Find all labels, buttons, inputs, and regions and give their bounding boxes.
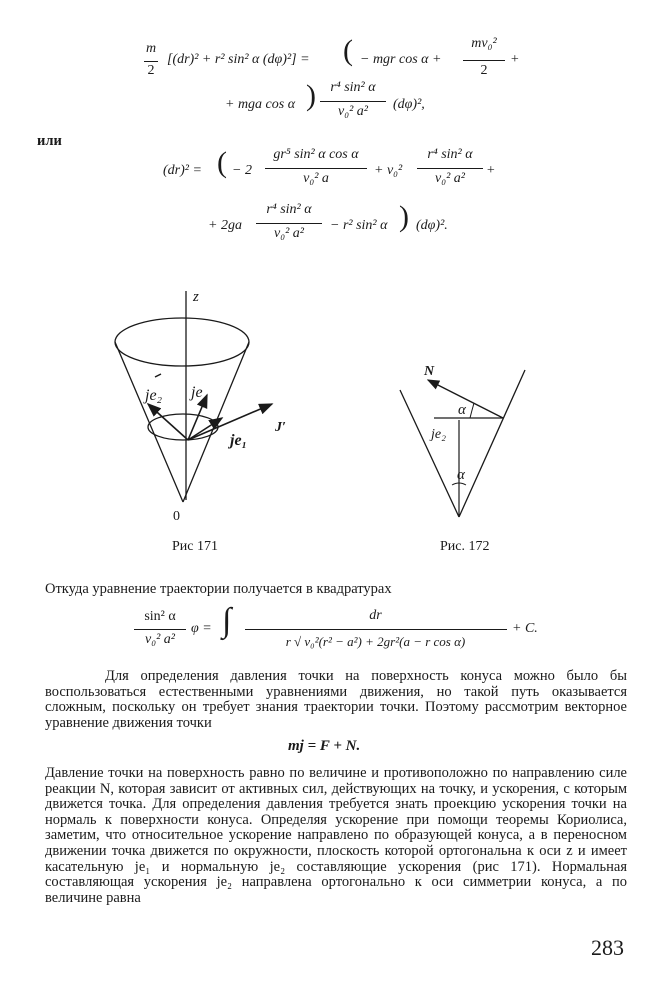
figures [0, 270, 663, 570]
f2-frac2-den: v₀² a² [435, 171, 465, 186]
f2-tail: + [486, 163, 496, 178]
or-word: или [37, 133, 62, 149]
cone-edge-left [400, 390, 459, 517]
label-alpha-bottom: α [457, 467, 465, 483]
f3-phi: φ = [191, 621, 212, 636]
caption-172: Рис. 172 [440, 539, 490, 554]
label-je2-172: je₂ [431, 427, 446, 442]
f1-prefix-den: 2 [147, 63, 155, 78]
f3-integral: ∫ [222, 602, 232, 639]
f1-line2-tail: (dφ)², [393, 97, 425, 112]
f2-line2-tail: (dφ)². [416, 218, 448, 233]
label-je: je [191, 384, 203, 401]
label-z: z [193, 289, 199, 305]
label-origin: 0 [173, 509, 180, 524]
intro-text: Откуда уравнение траектории получается в квадратурах [45, 581, 392, 597]
f3-tail: + C. [512, 621, 538, 636]
f1-frac-den: 2 [480, 63, 488, 78]
f2-line2-lead: + 2ga [208, 218, 242, 233]
f2-term: − 2 [232, 163, 252, 178]
figure-172 [400, 370, 525, 517]
f2-line2-den: v₀² a² [274, 226, 304, 241]
page-number: 283 [591, 935, 624, 960]
paragraph-1: Для определения давления точки на поверхность конуса можно было бы воспользоваться естественными уравнениями движения, но такой путь оказывается сложным, поскольку он требует знания траектории точки. Поэтому рассмотрим векторное уравнение движения точки [45, 668, 627, 731]
tick-mark [155, 374, 161, 377]
label-je1: je₁ [230, 432, 248, 449]
f2-mid: + v₀² [374, 163, 403, 178]
f1-tail: + [510, 52, 520, 67]
label-N: N [424, 364, 435, 379]
f2-line2-mid: − r² sin² α [330, 218, 388, 233]
label-j-prime: J′ [275, 420, 286, 435]
f1-paren: − mgr cos α + [360, 52, 442, 67]
caption-171: Рис 171 [172, 539, 218, 554]
f2-line2-num: r⁴ sin² α [266, 202, 312, 217]
angle-arc-top [470, 403, 474, 418]
f2-frac2-num: r⁴ sin² α [427, 147, 473, 162]
cone-edge-right [459, 370, 525, 517]
f1-body: [(dr)² + r² sin² α (dφ)²] = [167, 52, 310, 67]
f1-prefix-num: m [145, 41, 157, 56]
f2-frac-den: v₀² a [303, 171, 329, 186]
f3-den: r √ v₀²(r² − a²) + 2gr²(a − r cos α) [285, 634, 466, 649]
f1-frac-num: mv₀² [471, 36, 497, 51]
label-je2-171: je₂ [145, 387, 163, 404]
f3-lhs-den: v₀² a² [145, 632, 175, 647]
f1-line2-den: v₀² a² [338, 104, 368, 119]
cone-rim [115, 318, 249, 366]
paragraph-2: Давление точки на поверхность равно по величине и противоположно по направлению силе реакции N, которая зависит от активных сил, действующих на точку, и ускорения, с которым движется точка. Для определения давления требуется знать проекцию ускорения точки на нормаль к поверхности конуса. Определяя ускорение при помощи теоремы Кориолиса, заметим, что относительное ускорение направлено по образующей конуса, а в переносном движении точка движется по окружности, плоскость которой ортогональна к оси z и имеет касательную je₁ и нормальную je₂ составляющие ускорения (рис 171). Нормальная составляющая ускорения je₂ направлена ортогонально к оси симметрии конуса, а по величине равна [45, 765, 627, 906]
f1-line2-lead: + mga cos α [225, 97, 296, 112]
f1-line2-num: r⁴ sin² α [330, 80, 376, 95]
f2-frac-num: gr⁵ sin² α cos α [273, 147, 359, 162]
f2-lead: (dr)² = [163, 163, 202, 178]
label-alpha-top: α [458, 402, 466, 418]
f3-num: dr [369, 608, 382, 623]
f1-prefix-fraction [143, 41, 159, 57]
formula-4: mj = F + N. [288, 738, 361, 754]
f3-lhs-num: sin² α [144, 609, 176, 624]
